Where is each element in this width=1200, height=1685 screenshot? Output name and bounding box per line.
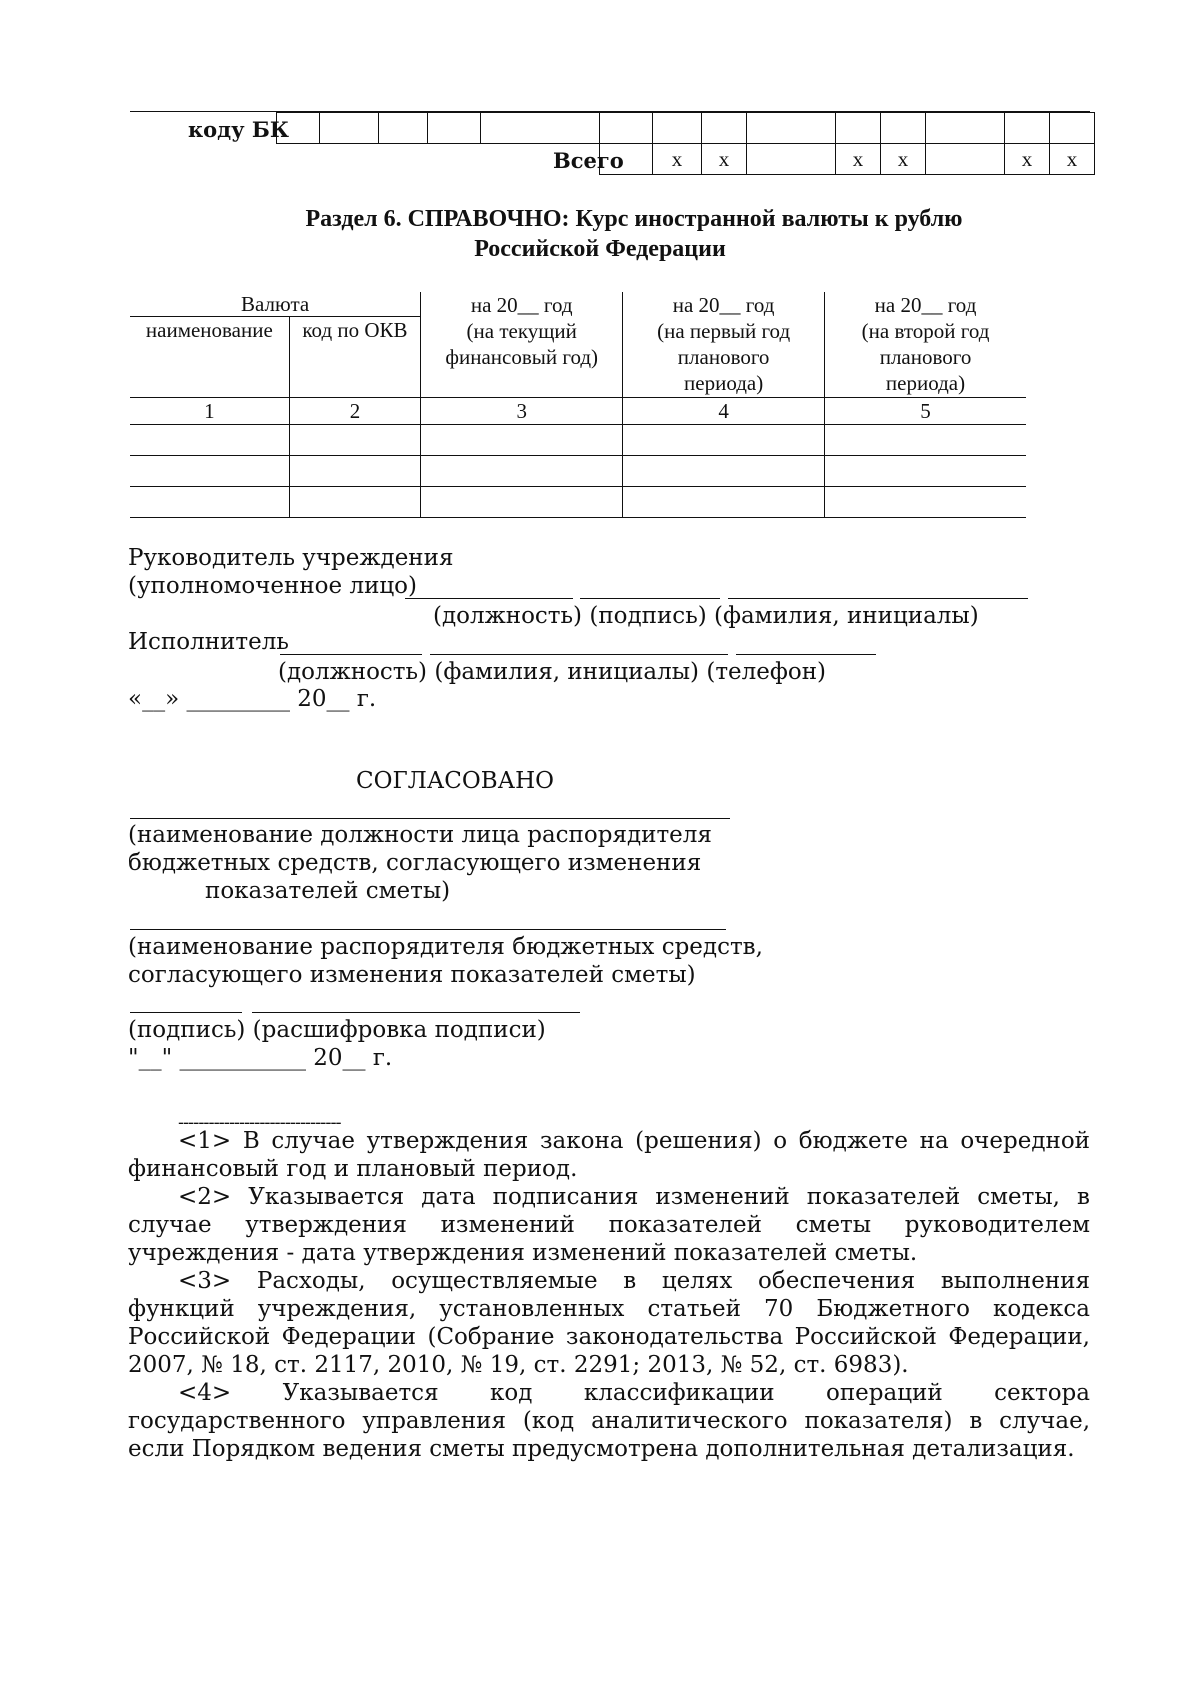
phone-line	[736, 654, 876, 655]
table-cell	[481, 113, 600, 144]
x-cell: х	[653, 144, 702, 175]
footnote-1: <1> В случае утверждения закона (решения) о бюджете на очередной финансовый год и плановый период.	[128, 1128, 1090, 1182]
column-number: 3	[421, 398, 623, 425]
rukovoditel-captions: (должность) (подпись) (фамилия, инициалы)	[433, 603, 979, 629]
rukovoditel-label: Руководитель учреждения	[128, 545, 454, 571]
caption-position: (наименование должности лица распорядителя	[128, 822, 712, 848]
position-line	[130, 818, 730, 819]
footnotes	[128, 1127, 1090, 1463]
table-cell	[702, 113, 747, 144]
table-cell	[600, 144, 653, 175]
x-cell: х	[1050, 144, 1095, 175]
upolnomochennoe-label: (уполномоченное лицо)	[128, 573, 418, 599]
header-first-plan-year: на 20__ год (на первый год планового периода)	[623, 292, 825, 398]
x-cell: х	[836, 144, 881, 175]
table-cell	[881, 113, 926, 144]
header-kod-okv: код по ОКВ	[289, 317, 421, 398]
table-cell	[653, 113, 702, 144]
header-second-plan-year: на 20__ год (на второй год планового периода)	[825, 292, 1026, 398]
top-table-fragment	[276, 112, 1095, 175]
header-valyuta: Валюта	[130, 292, 421, 317]
signature-decode-line	[252, 1012, 580, 1013]
fio-line	[430, 654, 728, 655]
date-line: «__» _________ 20__ г.	[128, 686, 377, 712]
caption-organization: (наименование распорядителя бюджетных средств,	[128, 934, 763, 960]
fio-line	[728, 598, 1028, 599]
footnote-2: <2> Указывается дата подписания изменений показателей сметы, в случае утверждения изменений показателей сметы руководителем учреждения - дата утверждения изменений показателей сметы.	[128, 1184, 1090, 1266]
column-number: 5	[825, 398, 1026, 425]
ispolnitel-label: Исполнитель	[128, 629, 289, 655]
section-title: Раздел 6. СПРАВОЧНО: Курс иностранной валюты к рублю	[305, 206, 963, 232]
caption-position: бюджетных средств, согласующего изменения	[128, 850, 702, 876]
table-row	[130, 456, 1026, 487]
column-number: 1	[130, 398, 289, 425]
ispolnitel-captions: (должность) (фамилия, инициалы) (телефон)	[278, 659, 827, 685]
date-line: "__" ___________ 20__ г.	[128, 1045, 393, 1071]
table-cell	[926, 113, 1005, 144]
organization-line	[130, 929, 726, 930]
position-line	[405, 598, 573, 599]
table-row	[130, 487, 1026, 518]
column-number: 2	[289, 398, 421, 425]
table-cell	[320, 113, 379, 144]
header-current-year: на 20__ год (на текущий финансовый год)	[421, 292, 623, 398]
soglasovano-heading: СОГЛАСОВАНО	[356, 768, 554, 794]
vsego-label: Всего	[553, 148, 624, 173]
footnote-3: <3> Расходы, осуществляемые в целях обеспечения выполнения функций учреждения, установленных статьей 70 Бюджетного кодекса Российской Федерации (Собрание законодательства Российской Федерации, 2007, № 18, ст. 2117, 2010, № 19, ст. 2291; 2013, № 52, ст. 6983).	[128, 1268, 1090, 1378]
header-naimenovanie: наименование	[130, 317, 289, 398]
x-cell: х	[1005, 144, 1050, 175]
x-cell: х	[702, 144, 747, 175]
currency-table	[130, 292, 1026, 518]
footnote-separator: --------------------------------	[178, 1112, 341, 1133]
table-cell	[277, 113, 320, 144]
caption-position: показателей сметы)	[205, 878, 451, 904]
table-cell	[836, 113, 881, 144]
table-cell	[379, 113, 428, 144]
table-cell	[747, 144, 836, 175]
kod-bk-label: коду БК	[188, 117, 289, 142]
signature-line	[580, 598, 720, 599]
table-cell	[428, 113, 481, 144]
position-line	[280, 654, 422, 655]
caption-organization: согласующего изменения показателей сметы)	[128, 962, 696, 988]
x-cell: х	[881, 144, 926, 175]
signature-line	[130, 1012, 242, 1013]
footnote-4: <4> Указывается код классификации операций сектора государственного управления (код аналитического показателя) в случае, если Порядком ведения сметы предусмотрена дополнительная детализация.	[128, 1380, 1090, 1462]
table-row	[130, 425, 1026, 456]
sign-captions: (подпись) (расшифровка подписи)	[128, 1017, 546, 1043]
table-cell	[747, 113, 836, 144]
table-cell	[1050, 113, 1095, 144]
section-title-line2: Российской Федерации	[474, 236, 726, 262]
table-cell	[1005, 113, 1050, 144]
table-cell	[926, 144, 1005, 175]
column-number: 4	[623, 398, 825, 425]
table-cell	[600, 113, 653, 144]
